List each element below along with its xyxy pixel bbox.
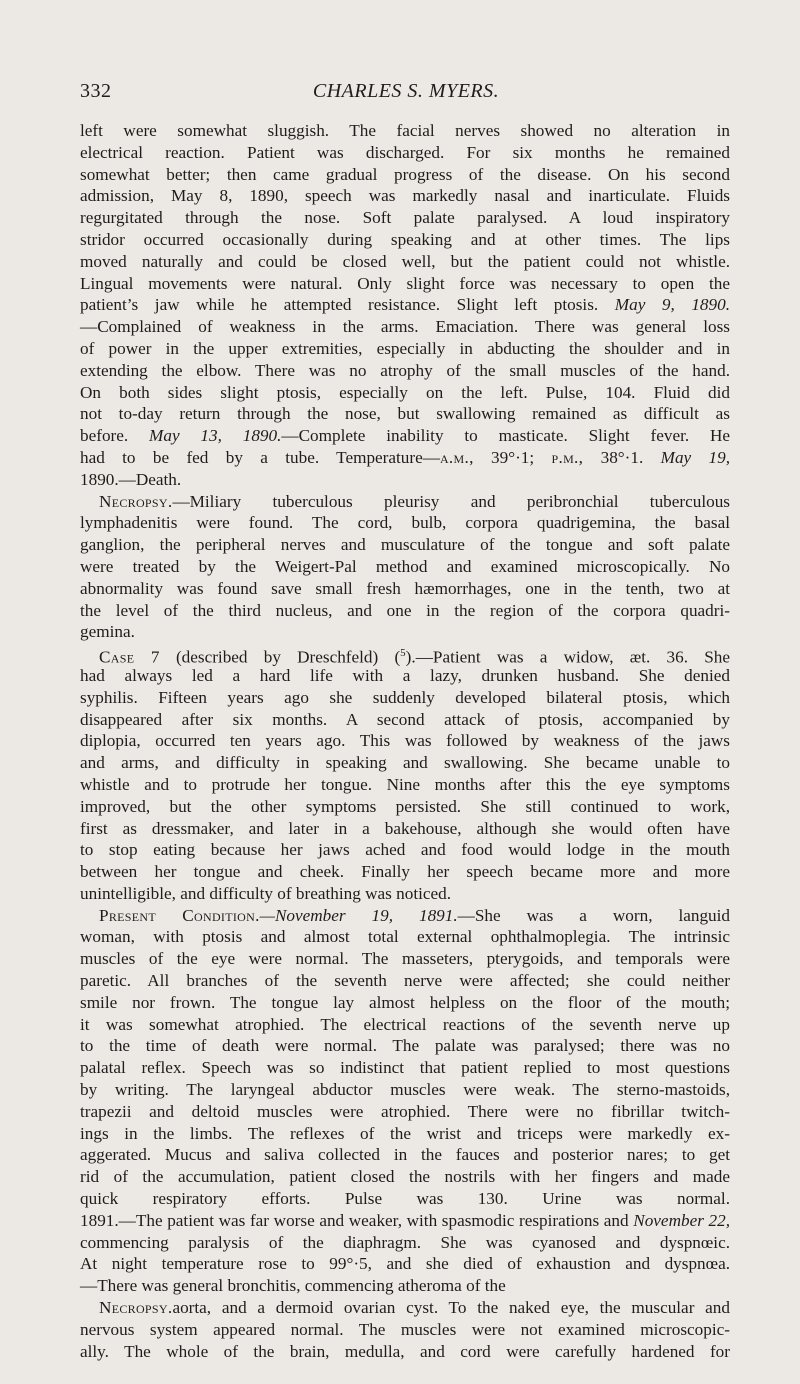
text-line: between her tongue and cheek. Finally her speech became more and more xyxy=(80,862,730,882)
text-line xyxy=(80,294,730,316)
line-text: (described by Dreschfeld) ( xyxy=(159,647,401,667)
text-line: admission, May 8, 1890, speech was markedly nasal and inarticulate. Fluids xyxy=(80,186,730,206)
text-line: whistle and to protrude her tongue. Nine months after this the eye symptoms xyxy=(80,774,730,794)
temp-pm: 38°·1. xyxy=(583,447,661,467)
date-nov-19: —November 19, 1891. xyxy=(259,905,458,925)
line-text: ).—Patient was a widow, æt. 36. She xyxy=(405,647,730,667)
pm-label: p.m., xyxy=(551,447,584,467)
am-label: a.m., xyxy=(439,447,474,467)
text-line: of power in the upper extremities, especially in abducting the shoulder and in xyxy=(80,338,730,358)
text-line: to the time of death were normal. The palate was paralysed; there was no xyxy=(80,1036,730,1056)
text-line: electrical reaction. Patient was discharged. For six months he remained xyxy=(80,142,730,162)
text-line: it was somewhat atrophied. The electrical reactions of the seventh nerve up xyxy=(80,1014,730,1034)
body-text xyxy=(80,120,730,1384)
line-text: —Miliary tuberculous pleurisy and peribronchial tuberculous xyxy=(172,491,730,511)
text-line: ings in the limbs. The reflexes of the wrist and triceps were markedly ex- xyxy=(80,1123,730,1143)
text-line: —There was general bronchitis, commencing atheroma of the xyxy=(80,1276,506,1296)
line-text: —She was a worn, languid xyxy=(457,905,730,925)
text-line: regurgitated through the nose. Soft palate paralysed. A loud inspiratory xyxy=(80,208,730,228)
case-heading: Case 7 xyxy=(99,647,160,667)
text-line: to stop eating because her jaws ached and food would lodge in the mouth xyxy=(80,840,730,860)
page-header xyxy=(80,80,732,110)
text-line: had always led a hard life with a lazy, drunken husband. She denied xyxy=(80,665,730,685)
text-line xyxy=(80,643,730,665)
text-line: first as dressmaker, and later in a bakehouse, although she would often have xyxy=(80,818,730,838)
text-line: smile nor frown. The tongue lay almost helpless on the floor of the mouth; xyxy=(80,992,730,1012)
present-condition-heading: Present Condition. xyxy=(99,905,260,925)
text-line: gemina. xyxy=(80,622,135,642)
text-line: stridor occurred occasionally during speaking and at other times. The lips xyxy=(80,229,730,249)
text-line: extending the elbow. There was no atrophy of the small muscles of the hand. xyxy=(80,360,730,380)
necropsy-heading: Necropsy. xyxy=(99,1298,173,1318)
text-line xyxy=(80,905,730,927)
text-line: and arms, and difficulty in speaking and swallowing. She became unable to xyxy=(80,753,730,773)
necropsy-heading: Necropsy. xyxy=(99,491,173,511)
date-may-19: May 19, xyxy=(660,447,730,467)
text-line: woman, with ptosis and almost total external ophthalmoplegia. The intrinsic xyxy=(80,927,730,947)
text-line: aggerated. Mucus and saliva collected in the fauces and posterior nares; to get xyxy=(80,1145,730,1165)
date-may-9: May 9, 1890. xyxy=(614,295,731,315)
line-text: before. xyxy=(80,426,129,446)
text-line: trapezii and deltoid muscles were atrophied. There were no fibrillar twitch- xyxy=(80,1101,730,1121)
text-line: disappeared after six months. A second attack of ptosis, accompanied by xyxy=(80,709,730,729)
text-line: paretic. All branches of the seventh nerve were affected; she could neither xyxy=(80,971,730,991)
text-line xyxy=(80,1362,730,1384)
text-line: ally. The whole of the brain, medulla, and cord were carefully hardened for xyxy=(80,1341,730,1361)
text-line: somewhat better; then came gradual progress of the disease. On his second xyxy=(80,164,730,184)
line-text: —Complete inability to masticate. Slight fever. He xyxy=(281,426,731,446)
text-line: ganglion, the peripheral nerves and musculature of the tongue and soft palate xyxy=(80,535,730,555)
date-nov-22: November 22, xyxy=(633,1210,730,1230)
text-line xyxy=(80,447,730,469)
reference-mark: 5 xyxy=(400,647,406,660)
running-title: CHARLES S. MYERS. xyxy=(312,80,500,102)
line-text: 1891.—The patient was far worse and weaker, with spasmodic respirations and xyxy=(80,1210,629,1230)
line-text: had to be fed by a tube. Temperature— xyxy=(80,447,440,467)
line-text: patient’s jaw while he attempted resistance. Slight left ptosis. xyxy=(80,295,599,315)
temp-am: 39°·1; xyxy=(473,447,552,467)
text-line: 1890.—Death. xyxy=(80,469,182,489)
text-line: At night temperature rose to 99°·5, and she died of exhaustion and dyspnœa. xyxy=(80,1254,730,1274)
date-may-13: May 13, 1890. xyxy=(149,426,282,446)
text-line: commencing paralysis of the diaphragm. She was cyanosed and dyspnœic. xyxy=(80,1232,730,1252)
text-line: by writing. The laryngeal abductor muscles were weak. The sterno-mastoids, xyxy=(80,1080,730,1100)
text-line: were treated by the Weigert-Pal method and examined microscopically. No xyxy=(80,556,730,576)
text-line: syphilis. Fifteen years ago she suddenly developed bilateral ptosis, which xyxy=(80,687,730,707)
text-line: lymphadenitis were found. The cord, bulb, corpora quadrigemina, the basal xyxy=(80,513,730,533)
text-line: diplopia, occurred ten years ago. This was followed by weakness of the jaws xyxy=(80,731,730,751)
text-line: rid of the accumulation, patient closed the nostrils with her fingers and made xyxy=(80,1167,730,1187)
text-line xyxy=(80,1297,730,1319)
text-line: —Complained of weakness in the arms. Emaciation. There was general loss xyxy=(80,317,730,337)
text-line: not to-day return through the nose, but swallowing remained as difficult as xyxy=(80,404,730,424)
text-line: the level of the third nucleus, and one in the region of the corpora quadri- xyxy=(80,600,730,620)
page-number: 332 xyxy=(80,80,112,102)
text-line: palatal reflex. Speech was so indistinct that patient replied to most questions xyxy=(80,1058,730,1078)
text-line xyxy=(80,1210,730,1232)
text-line: muscles of the eye were normal. The masseters, pterygoids, and temporals were xyxy=(80,949,730,969)
text-line xyxy=(80,491,730,513)
text-line: left were somewhat sluggish. The facial nerves showed no alteration in xyxy=(80,121,730,140)
text-line: abnormality was found save small fresh hæmorrhages, one in the tenth, two at xyxy=(80,578,730,598)
text-line: quick respiratory efforts. Pulse was 130. Urine was normal. xyxy=(80,1189,730,1209)
text-line: nervous system appeared normal. The muscles were not examined microscopic- xyxy=(80,1319,730,1339)
text-line xyxy=(80,425,730,447)
text-line: moved naturally and could be closed well, but the patient could not whistle. xyxy=(80,251,730,271)
text-line: Lingual movements were natural. Only slight force was necessary to open the xyxy=(80,273,730,293)
text-line: unintelligible, and difficulty of breathing was noticed. xyxy=(80,883,452,903)
text-line: On both sides slight ptosis, especially on the left. Pulse, 104. Fluid did xyxy=(80,382,730,402)
text-line: improved, but the other symptoms persisted. She still continued to work, xyxy=(80,796,730,816)
line-text: aorta, and a dermoid ovarian cyst. To the naked eye, the muscular and xyxy=(172,1298,730,1318)
